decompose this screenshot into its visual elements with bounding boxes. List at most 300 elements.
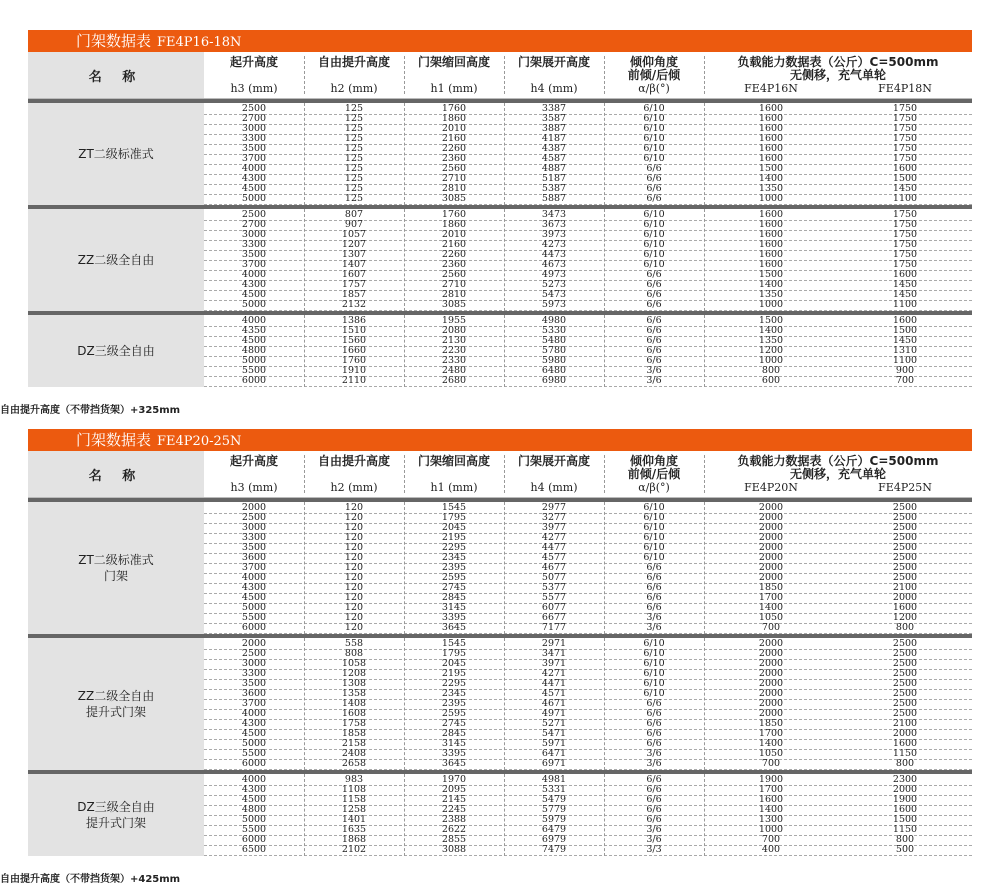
table-cell: 2745 [441, 718, 467, 729]
table-cell: 4973 [541, 269, 567, 280]
header-retracted-height-unit: h1 (mm) [430, 481, 478, 494]
table-cell: 6/10 [643, 259, 665, 270]
header-tilt-label: 倾仰角度 [629, 55, 678, 69]
table-cell: 1358 [341, 688, 367, 699]
table-cell: 6/10 [643, 103, 665, 114]
table-cell: 2345 [441, 688, 467, 699]
table-cell: 125 [344, 103, 364, 114]
table-cell: 5271 [541, 718, 567, 729]
table-cell: 6979 [541, 834, 567, 845]
table-cell: 5473 [541, 289, 567, 300]
table-cell: 1795 [441, 512, 467, 523]
table-cell: 2330 [441, 355, 467, 366]
column-separator [504, 103, 505, 205]
table-cell: 6/10 [643, 209, 665, 220]
table-cell: 4671 [541, 698, 567, 709]
table-cell: 1750 [892, 143, 918, 154]
header-extended-height [504, 451, 604, 497]
table-cell: 1500 [892, 173, 918, 184]
table-cell: 1600 [758, 143, 784, 154]
table-cell: 5500 [241, 612, 267, 623]
table-cell: 1795 [441, 648, 467, 659]
table-cell: 3088 [441, 844, 467, 855]
table-cell: 1510 [341, 325, 367, 336]
table-cell: 120 [344, 532, 364, 543]
table-cell: 6/6 [646, 335, 662, 346]
table-cell: 6/10 [643, 143, 665, 154]
table-cell: 6480 [541, 365, 567, 376]
mast-type-name [28, 502, 204, 634]
mast-type-name [28, 209, 204, 311]
table-cell: 5480 [541, 335, 567, 346]
header-model-1 [704, 451, 838, 497]
table-cell: 5980 [541, 355, 567, 366]
table-cell: 2388 [441, 814, 467, 825]
table-cell: 6/6 [646, 718, 662, 729]
table-cell: 2500 [892, 668, 918, 679]
column-separator [604, 103, 605, 205]
header-lift-height-label: 起升高度 [229, 454, 278, 468]
table-cell: 2700 [241, 219, 267, 230]
table-cell: 2230 [441, 345, 467, 356]
table-cell: 120 [344, 622, 364, 633]
mast-type-line: ZZ二级全自由 [77, 689, 155, 703]
group-rows [204, 774, 972, 856]
header-name: 名 称 [28, 52, 204, 98]
table-cell: 2500 [241, 512, 267, 523]
mast-type-label [78, 252, 154, 268]
table-cell: 6/6 [646, 572, 662, 583]
table-cell: 3300 [241, 668, 267, 679]
table-cell: 2080 [441, 325, 467, 336]
header-model-2 [838, 52, 972, 98]
table-cell: 2710 [441, 279, 467, 290]
table-cell: 1758 [341, 718, 367, 729]
table-cell: 1500 [758, 163, 784, 174]
table-cell: 2100 [892, 582, 918, 593]
table-cell: 3500 [241, 542, 267, 553]
table-cell: 3/6 [646, 748, 662, 759]
table-cell: 1750 [892, 123, 918, 134]
table-cell: 4500 [241, 183, 267, 194]
table-cell: 2195 [441, 668, 467, 679]
group-rows [204, 502, 972, 634]
table-cell: 6/10 [643, 668, 665, 679]
table-cell: 6/10 [643, 229, 665, 240]
table-cell: 3395 [441, 748, 467, 759]
table-cell: 2500 [892, 532, 918, 543]
table-cell: 1900 [758, 774, 784, 785]
table-cell: 2500 [892, 552, 918, 563]
table-cell: 1100 [892, 193, 918, 204]
table-cell: 2000 [758, 678, 784, 689]
table-cell: 6077 [541, 602, 567, 613]
table-cell: 6000 [241, 375, 267, 386]
table-cell: 2360 [441, 153, 467, 164]
table-cell: 5077 [541, 572, 567, 583]
table-cell: 6/10 [643, 239, 665, 250]
table-cell: 2745 [441, 582, 467, 593]
table-cell: 700 [761, 834, 781, 845]
column-separator [304, 638, 305, 770]
header-free-lift-unit: h2 (mm) [330, 82, 378, 95]
table-cell: 6/6 [646, 315, 662, 326]
table-cell: 1868 [341, 834, 367, 845]
header-model-2-label: FE4P25N [878, 481, 932, 494]
table-cell: 6/10 [643, 249, 665, 260]
mast-type-line: 提升式门架 [85, 705, 146, 719]
column-separator [604, 502, 605, 634]
table-cell: 1200 [892, 612, 918, 623]
table-cell: 4500 [241, 289, 267, 300]
table-cell: 125 [344, 163, 364, 174]
table-cell: 2500 [892, 562, 918, 573]
header-model-1-label: FE4P20N [744, 481, 798, 494]
mast-type-name [28, 315, 204, 387]
column-separator [304, 209, 305, 311]
table-cell: 1560 [341, 335, 367, 346]
table-cell: 2408 [341, 748, 367, 759]
table-cell: 2500 [892, 678, 918, 689]
table-cell: 3000 [241, 123, 267, 134]
table-cell: 120 [344, 512, 364, 523]
table-cell: 2622 [441, 824, 467, 835]
table-cell: 125 [344, 143, 364, 154]
table-cell: 125 [344, 113, 364, 124]
table-cell: 2500 [892, 572, 918, 583]
table-cell: 3300 [241, 133, 267, 144]
group-rows [204, 638, 972, 770]
mast-type-line: ZT二级标准式 [78, 553, 154, 567]
table-cell: 3971 [541, 658, 567, 669]
free-lift-note-1: 自由提升高度（不带挡货架）+325mm [0, 405, 181, 416]
table-cell: 1760 [441, 103, 467, 114]
column-separator [704, 638, 705, 770]
table-cell: 907 [344, 219, 364, 230]
table-cell: 5887 [541, 193, 567, 204]
table-cell: 800 [895, 758, 915, 769]
table-title-cn: 门架数据表 [76, 32, 152, 50]
mast-type-label [77, 799, 154, 831]
table-cell: 4587 [541, 153, 567, 164]
table-cell: 120 [344, 562, 364, 573]
table-cell: 1750 [892, 153, 918, 164]
table-cell: 1700 [758, 784, 784, 795]
table-cell: 2295 [441, 678, 467, 689]
table-cell: 1760 [341, 355, 367, 366]
table-cell: 1600 [892, 602, 918, 613]
table-cell: 1608 [341, 708, 367, 719]
table-cell: 800 [895, 834, 915, 845]
table-cell: 1700 [758, 728, 784, 739]
table-cell: 125 [344, 133, 364, 144]
table-cell: 1208 [341, 668, 367, 679]
table-cell: 1700 [758, 592, 784, 603]
table-cell: 2245 [441, 804, 467, 815]
header-column-separator [704, 455, 705, 493]
table-cell: 6/10 [643, 552, 665, 563]
table-cell: 5577 [541, 592, 567, 603]
table-cell: 1500 [758, 315, 784, 326]
table-title-bar [28, 429, 972, 451]
table-cell: 2000 [758, 512, 784, 523]
table-cell: 1750 [892, 229, 918, 240]
mast-type-line: ZZ二级全自由 [77, 253, 155, 267]
table-cell: 2000 [758, 668, 784, 679]
table-cell: 4471 [541, 678, 567, 689]
header-extended-height-label: 门架展开高度 [517, 55, 590, 69]
table-cell: 5500 [241, 365, 267, 376]
table-row [204, 760, 972, 770]
table-cell: 6000 [241, 622, 267, 633]
header-model-1 [704, 52, 838, 98]
table-cell: 2000 [758, 658, 784, 669]
table-cell: 4887 [541, 163, 567, 174]
table-cell: 3085 [441, 299, 467, 310]
table-cell: 4571 [541, 688, 567, 699]
table-cell: 120 [344, 572, 364, 583]
table-cell: 4577 [541, 552, 567, 563]
table-cell: 6/6 [646, 345, 662, 356]
table-cell: 3277 [541, 512, 567, 523]
table-cell: 6/6 [646, 698, 662, 709]
header-retracted-height [404, 451, 504, 497]
table-cell: 1350 [758, 183, 784, 194]
header-extended-height-label: 门架展开高度 [517, 454, 590, 468]
table-cell: 1450 [892, 183, 918, 194]
table-cell: 1308 [341, 678, 367, 689]
table-cell: 2095 [441, 784, 467, 795]
table-cell: 1158 [341, 794, 367, 805]
mast-group [28, 103, 972, 205]
table-cell: 500 [895, 844, 915, 855]
table-cell: 1750 [892, 103, 918, 114]
table-cell: 6000 [241, 758, 267, 769]
mast-type-line: 门架 [103, 569, 128, 583]
table-cell: 2000 [758, 502, 784, 513]
header-tilt-label-2: 前倾/后倾 [627, 467, 681, 481]
table-cell: 4477 [541, 542, 567, 553]
table-cell: 5979 [541, 814, 567, 825]
table-cell: 1500 [892, 814, 918, 825]
mast-group [28, 209, 972, 311]
mast-type-label [78, 552, 154, 584]
table-cell: 1750 [892, 113, 918, 124]
table-cell: 1307 [341, 249, 367, 260]
group-rows [204, 315, 972, 387]
table-cell: 4277 [541, 532, 567, 543]
column-separator [704, 502, 705, 634]
table-cell: 6/6 [646, 173, 662, 184]
table-cell: 2158 [341, 738, 367, 749]
table-cell: 3/6 [646, 612, 662, 623]
table-cell: 1545 [441, 638, 467, 649]
table-cell: 1150 [892, 824, 918, 835]
table-cell: 3887 [541, 123, 567, 134]
table-cell: 5273 [541, 279, 567, 290]
table-cell: 2595 [441, 708, 467, 719]
table-cell: 4271 [541, 668, 567, 679]
free-lift-note-2: 自由提升高度（不带挡货架）+425mm [0, 874, 181, 885]
table-cell: 807 [344, 209, 364, 220]
header-extended-height-unit: h4 (mm) [530, 82, 578, 95]
header-column-separator [604, 455, 605, 493]
table-row [204, 377, 972, 387]
table-cell: 1400 [758, 325, 784, 336]
table-cell: 1750 [892, 133, 918, 144]
table-cell: 6677 [541, 612, 567, 623]
table-cell: 2000 [758, 522, 784, 533]
table-title-model: FE4P20-25N [157, 434, 242, 449]
table-cell: 1057 [341, 229, 367, 240]
table-cell: 1450 [892, 279, 918, 290]
header-lift-height [204, 451, 304, 497]
table-cell: 125 [344, 193, 364, 204]
table-cell: 1750 [892, 219, 918, 230]
table-cell: 3/6 [646, 824, 662, 835]
table-cell: 5387 [541, 183, 567, 194]
table-cell: 2500 [241, 648, 267, 659]
header-tilt-label-2: 前倾/后倾 [627, 68, 681, 82]
column-separator [404, 502, 405, 634]
table-cell: 125 [344, 183, 364, 194]
column-separator [404, 315, 405, 387]
table-cell: 2195 [441, 532, 467, 543]
table-cell: 4677 [541, 562, 567, 573]
table-cell: 3673 [541, 219, 567, 230]
mast-type-line: 提升式门架 [85, 816, 146, 830]
table-cell: 2700 [241, 113, 267, 124]
table-cell: 1000 [758, 193, 784, 204]
table-cell: 120 [344, 612, 364, 623]
table-cell: 6/10 [643, 113, 665, 124]
table-cell: 2595 [441, 572, 467, 583]
table-cell: 2345 [441, 552, 467, 563]
table-cell: 6/6 [646, 814, 662, 825]
table-cell: 5780 [541, 345, 567, 356]
table-cell: 6/6 [646, 592, 662, 603]
table-title-cn: 门架数据表 [76, 431, 152, 449]
table-cell: 120 [344, 582, 364, 593]
table-cell: 4981 [541, 774, 567, 785]
table-cell: 4187 [541, 133, 567, 144]
group-rows [204, 209, 972, 311]
table-cell: 3/6 [646, 375, 662, 386]
table-cell: 2000 [892, 784, 918, 795]
table-cell: 1607 [341, 269, 367, 280]
header-load-label: 负载能力数据表（公斤）C=500mm [737, 454, 939, 468]
table-cell: 2010 [441, 123, 467, 134]
table-title-bar [28, 30, 972, 52]
header-column-separator [504, 455, 505, 493]
column-separator [404, 774, 405, 856]
table-cell: 2500 [892, 648, 918, 659]
table-cell: 2045 [441, 658, 467, 669]
table-cell: 6/10 [643, 658, 665, 669]
header-free-lift-label: 自由提升高度 [317, 454, 390, 468]
table-cell: 4300 [241, 784, 267, 795]
header-column-separator [304, 455, 305, 493]
table-cell: 6/6 [646, 269, 662, 280]
table-cell: 5331 [541, 784, 567, 795]
mast-type-label [77, 343, 154, 359]
table-cell: 3700 [241, 153, 267, 164]
table-cell: 1858 [341, 728, 367, 739]
table-cell: 1545 [441, 502, 467, 513]
table-cell: 6/10 [643, 688, 665, 699]
table-cell: 125 [344, 173, 364, 184]
table-cell: 2000 [758, 552, 784, 563]
table-cell: 2810 [441, 289, 467, 300]
mast-type-label [78, 146, 154, 162]
table-cell: 1857 [341, 289, 367, 300]
table-cell: 2000 [758, 688, 784, 699]
table-row [204, 624, 972, 634]
table-cell: 4000 [241, 708, 267, 719]
table-cell: 4500 [241, 592, 267, 603]
mast-group [28, 638, 972, 770]
header-lift-height-label: 起升高度 [229, 55, 278, 69]
header-column-separator [604, 56, 605, 94]
table-cell: 400 [761, 844, 781, 855]
table-cell: 6/10 [643, 219, 665, 230]
table-cell: 3085 [441, 193, 467, 204]
table-cell: 6/6 [646, 325, 662, 336]
table-cell: 1910 [341, 365, 367, 376]
table-cell: 5330 [541, 325, 567, 336]
column-separator [604, 209, 605, 311]
table-cell: 1000 [758, 824, 784, 835]
table-cell: 120 [344, 602, 364, 613]
table-cell: 6/10 [643, 638, 665, 649]
table-cell: 2810 [441, 183, 467, 194]
table-cell: 6/10 [643, 648, 665, 659]
table-cell: 4971 [541, 708, 567, 719]
table-cell: 3500 [241, 249, 267, 260]
table-cell: 6/6 [646, 582, 662, 593]
table-title-model: FE4P16-18N [157, 35, 242, 50]
table-cell: 2145 [441, 794, 467, 805]
table-cell: 1258 [341, 804, 367, 815]
table-cell: 2500 [241, 209, 267, 220]
table-cell: 2100 [892, 718, 918, 729]
table-cell: 1050 [758, 748, 784, 759]
table-cell: 6/10 [643, 542, 665, 553]
column-separator [304, 502, 305, 634]
header-free-lift [304, 52, 404, 98]
table-cell: 6980 [541, 375, 567, 386]
column-separator [504, 209, 505, 311]
table-cell: 2845 [441, 592, 467, 603]
table-row [204, 846, 972, 856]
header-retracted-height [404, 52, 504, 98]
table-cell: 6/6 [646, 784, 662, 795]
header-retracted-height-label: 门架缩回高度 [417, 55, 490, 69]
table-cell: 2560 [441, 269, 467, 280]
table-cell: 1401 [341, 814, 367, 825]
table-cell: 6/6 [646, 279, 662, 290]
table-cell: 1600 [758, 153, 784, 164]
table-cell: 2560 [441, 163, 467, 174]
table-cell: 6/6 [646, 183, 662, 194]
table-cell: 2132 [341, 299, 367, 310]
table-cell: 1407 [341, 259, 367, 270]
mast-data-table-1 [28, 30, 972, 387]
table-cell: 6/6 [646, 289, 662, 300]
table-cell: 1600 [892, 315, 918, 326]
table-cell: 6/6 [646, 355, 662, 366]
table-cell: 1750 [892, 249, 918, 260]
